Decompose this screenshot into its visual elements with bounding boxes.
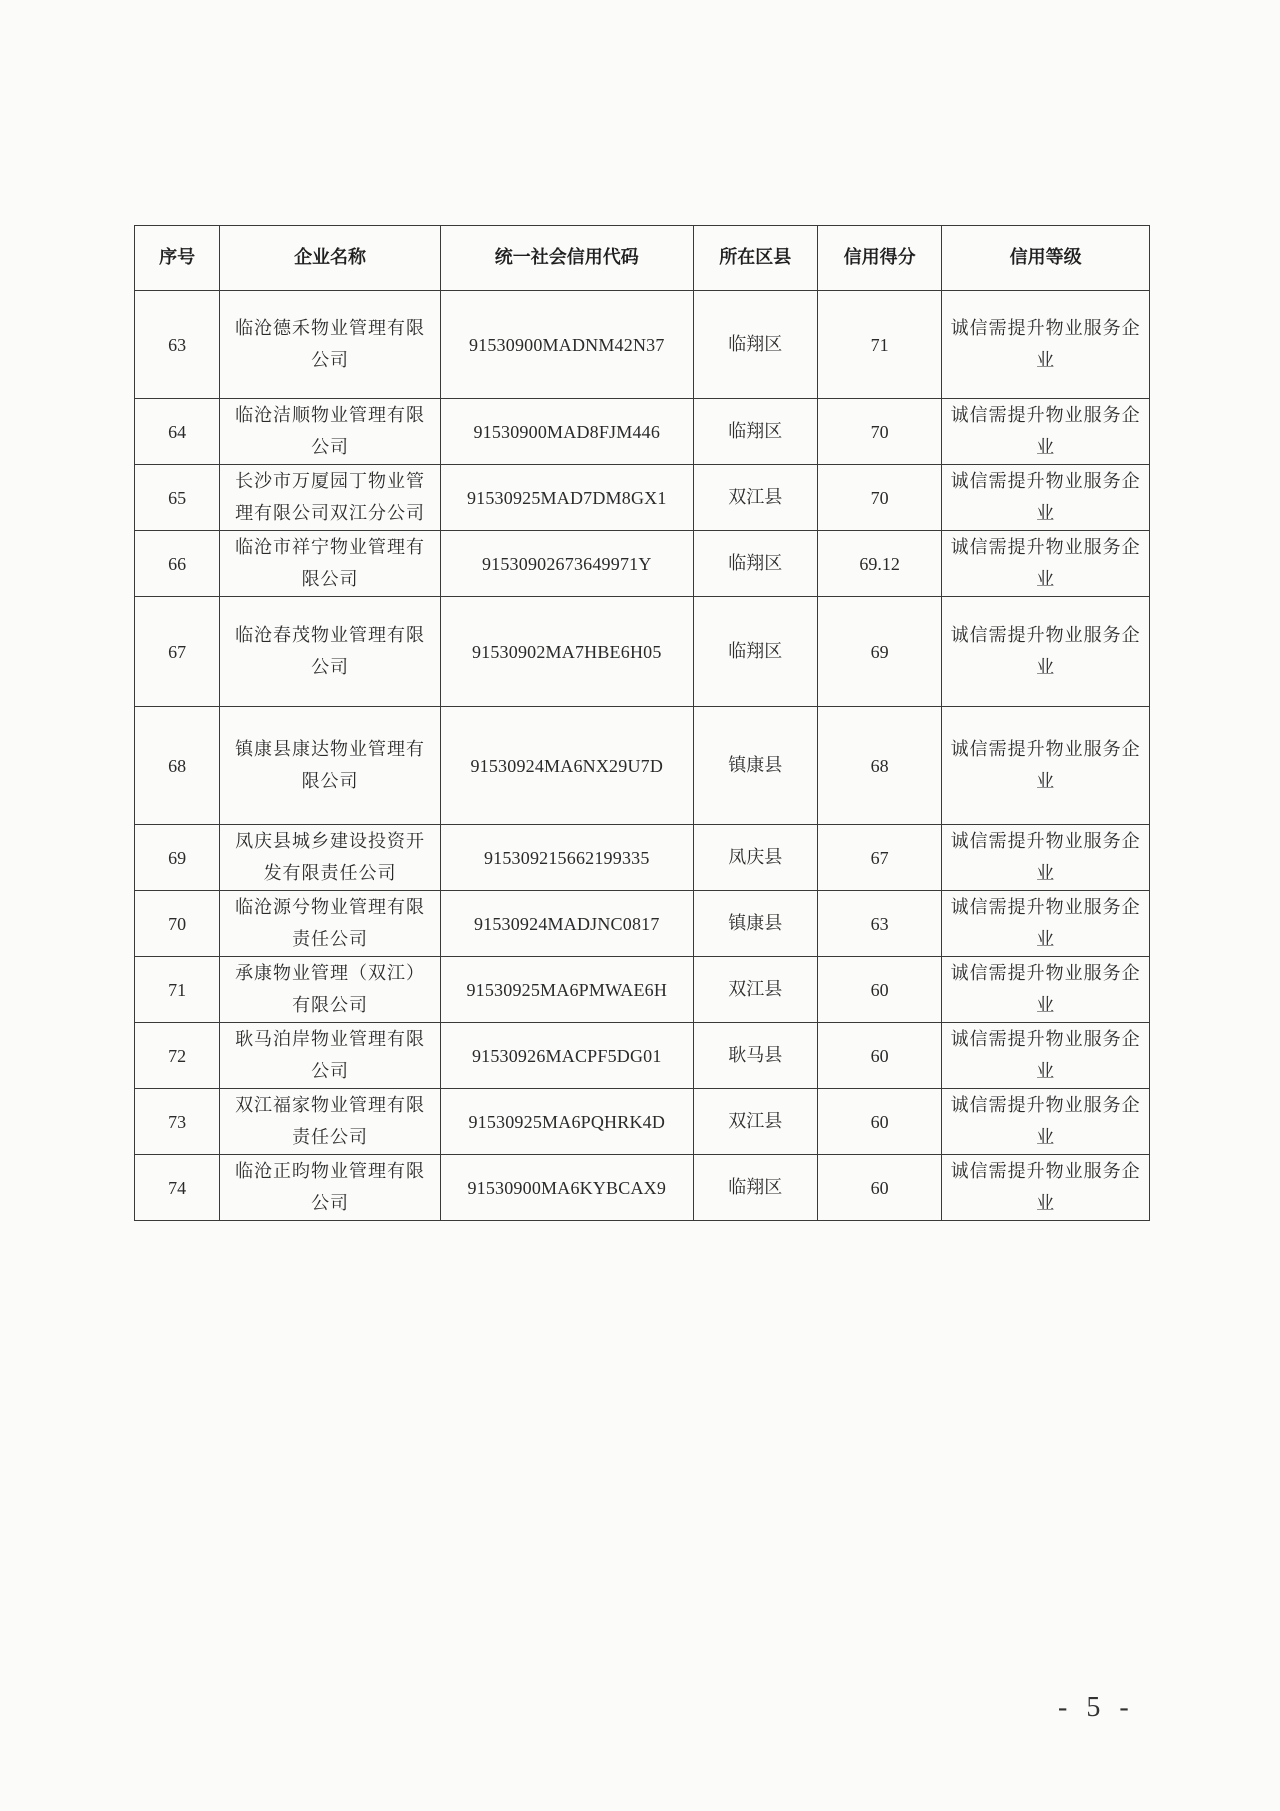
row-company-name: 长沙市万厦园丁物业管理有限公司双江分公司 <box>220 465 441 531</box>
row-credit-level: 诚信需提升物业服务企业 <box>942 957 1150 1023</box>
table-row <box>135 399 1150 465</box>
row-serial-number: 73 <box>135 1089 220 1155</box>
credit-rating-table <box>134 225 1150 1221</box>
row-credit-level: 诚信需提升物业服务企业 <box>942 1023 1150 1089</box>
header-credit-score: 信用得分 <box>817 226 941 291</box>
row-credit-level: 诚信需提升物业服务企业 <box>942 465 1150 531</box>
row-serial-number: 63 <box>135 291 220 399</box>
row-credit-code: 91530925MA6PQHRK4D <box>440 1089 693 1155</box>
header-district: 所在区县 <box>693 226 817 291</box>
row-district: 临翔区 <box>693 531 817 597</box>
row-company-name: 临沧源兮物业管理有限责任公司 <box>220 891 441 957</box>
table-row <box>135 531 1150 597</box>
row-credit-score: 69 <box>817 597 941 707</box>
table-row <box>135 707 1150 825</box>
table-row <box>135 825 1150 891</box>
row-company-name: 承康物业管理（双江）有限公司 <box>220 957 441 1023</box>
row-district: 临翔区 <box>693 1155 817 1221</box>
row-serial-number: 70 <box>135 891 220 957</box>
row-credit-code: 91530925MA6PMWAE6H <box>440 957 693 1023</box>
row-district: 双江县 <box>693 1089 817 1155</box>
row-credit-score: 70 <box>817 465 941 531</box>
row-credit-code: 91530900MADNM42N37 <box>440 291 693 399</box>
row-credit-code: 91530926MACPF5DG01 <box>440 1023 693 1089</box>
row-credit-score: 67 <box>817 825 941 891</box>
row-credit-code: 91530925MAD7DM8GX1 <box>440 465 693 531</box>
row-serial-number: 71 <box>135 957 220 1023</box>
header-serial-number: 序号 <box>135 226 220 291</box>
row-serial-number: 65 <box>135 465 220 531</box>
row-credit-level: 诚信需提升物业服务企业 <box>942 825 1150 891</box>
row-company-name: 临沧德禾物业管理有限公司 <box>220 291 441 399</box>
header-credit-code: 统一社会信用代码 <box>440 226 693 291</box>
row-credit-code: 91530924MA6NX29U7D <box>440 707 693 825</box>
table-row <box>135 465 1150 531</box>
row-credit-level: 诚信需提升物业服务企业 <box>942 291 1150 399</box>
table-row <box>135 1089 1150 1155</box>
table-row <box>135 957 1150 1023</box>
row-company-name: 双江福家物业管理有限责任公司 <box>220 1089 441 1155</box>
row-serial-number: 69 <box>135 825 220 891</box>
table-row <box>135 1023 1150 1089</box>
row-credit-code: 91530902MA7HBE6H05 <box>440 597 693 707</box>
row-serial-number: 72 <box>135 1023 220 1089</box>
row-district: 凤庆县 <box>693 825 817 891</box>
row-credit-level: 诚信需提升物业服务企业 <box>942 1089 1150 1155</box>
row-serial-number: 64 <box>135 399 220 465</box>
row-credit-code: 91530924MADJNC0817 <box>440 891 693 957</box>
row-company-name: 凤庆县城乡建设投资开发有限责任公司 <box>220 825 441 891</box>
row-credit-code: 91530902673649971Y <box>440 531 693 597</box>
row-credit-score: 60 <box>817 1155 941 1221</box>
row-district: 双江县 <box>693 465 817 531</box>
row-district: 临翔区 <box>693 597 817 707</box>
row-credit-level: 诚信需提升物业服务企业 <box>942 891 1150 957</box>
row-credit-level: 诚信需提升物业服务企业 <box>942 707 1150 825</box>
table-header-row <box>135 226 1150 291</box>
row-serial-number: 68 <box>135 707 220 825</box>
row-serial-number: 74 <box>135 1155 220 1221</box>
row-serial-number: 66 <box>135 531 220 597</box>
row-credit-score: 60 <box>817 1089 941 1155</box>
row-serial-number: 67 <box>135 597 220 707</box>
row-district: 双江县 <box>693 957 817 1023</box>
row-credit-score: 70 <box>817 399 941 465</box>
header-company-name: 企业名称 <box>220 226 441 291</box>
row-credit-level: 诚信需提升物业服务企业 <box>942 531 1150 597</box>
row-credit-level: 诚信需提升物业服务企业 <box>942 399 1150 465</box>
row-district: 镇康县 <box>693 707 817 825</box>
table-row <box>135 597 1150 707</box>
row-company-name: 镇康县康达物业管理有限公司 <box>220 707 441 825</box>
row-credit-score: 63 <box>817 891 941 957</box>
row-company-name: 临沧洁顺物业管理有限公司 <box>220 399 441 465</box>
row-credit-score: 71 <box>817 291 941 399</box>
page-number: - 5 - <box>1058 1692 1135 1723</box>
row-credit-code: 915309215662199335 <box>440 825 693 891</box>
row-credit-score: 60 <box>817 1023 941 1089</box>
table-row <box>135 291 1150 399</box>
table-row <box>135 1155 1150 1221</box>
row-credit-code: 91530900MA6KYBCAX9 <box>440 1155 693 1221</box>
row-credit-score: 69.12 <box>817 531 941 597</box>
header-credit-level: 信用等级 <box>942 226 1150 291</box>
row-district: 镇康县 <box>693 891 817 957</box>
row-district: 耿马县 <box>693 1023 817 1089</box>
row-company-name: 耿马泊岸物业管理有限公司 <box>220 1023 441 1089</box>
row-company-name: 临沧正昀物业管理有限公司 <box>220 1155 441 1221</box>
table-row <box>135 891 1150 957</box>
row-credit-score: 68 <box>817 707 941 825</box>
row-company-name: 临沧春茂物业管理有限公司 <box>220 597 441 707</box>
row-company-name: 临沧市祥宁物业管理有限公司 <box>220 531 441 597</box>
row-credit-level: 诚信需提升物业服务企业 <box>942 1155 1150 1221</box>
row-credit-level: 诚信需提升物业服务企业 <box>942 597 1150 707</box>
row-district: 临翔区 <box>693 291 817 399</box>
row-credit-score: 60 <box>817 957 941 1023</box>
row-credit-code: 91530900MAD8FJM446 <box>440 399 693 465</box>
row-district: 临翔区 <box>693 399 817 465</box>
